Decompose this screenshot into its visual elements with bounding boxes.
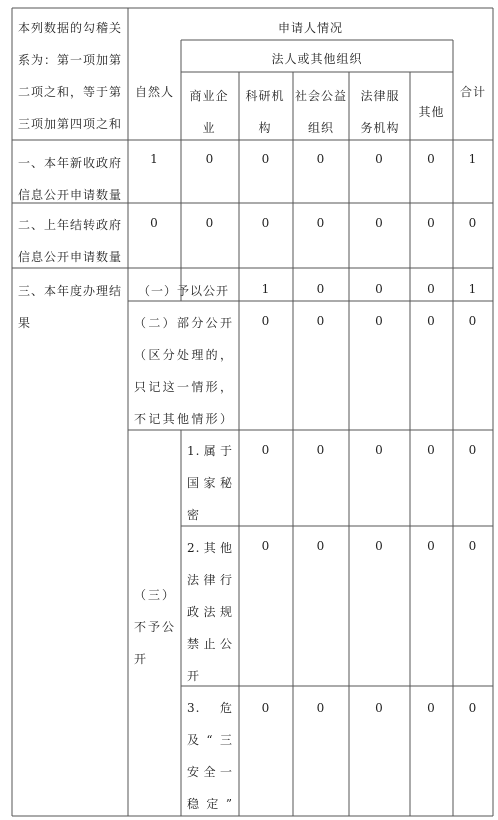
item-partial-disclose-label: （二）部分公开（区分处理的，只记这一情形，不记其他情形） — [134, 316, 233, 426]
r2-research: 0 — [261, 216, 271, 230]
sub-law-prohibited-label: 2.其他法律行政法规禁止公开 — [187, 541, 233, 683]
s2-total: 0 — [468, 539, 478, 553]
i1-business: 1 — [261, 282, 271, 296]
i1-welfare: 0 — [375, 282, 384, 296]
i2-total: 0 — [468, 314, 478, 328]
r1-legal: 0 — [375, 152, 384, 166]
i1-legal: 0 — [427, 282, 436, 296]
s3-legal: 0 — [427, 701, 436, 715]
header-natural-person: 自然人 — [134, 85, 174, 99]
s1-legal: 0 — [427, 443, 436, 457]
r1-research: 0 — [261, 152, 271, 166]
item-disclose-label: （一）予以公开 — [137, 284, 229, 298]
r1-other: 0 — [427, 152, 436, 166]
r1-business: 0 — [205, 152, 215, 166]
i2-research: 0 — [316, 314, 326, 328]
header-total: 合计 — [459, 85, 486, 99]
corner-note: 本列数据的勾稽关系为：第一项加第二项之和，等于第三项加第四项之和 — [18, 21, 123, 131]
row-new-applications-label: 一、本年新收政府信息公开申请数量 — [18, 156, 123, 202]
row-carried-over-label: 二、上年结转政府信息公开申请数量 — [18, 218, 123, 264]
r2-welfare: 0 — [316, 216, 326, 230]
i1-total: 1 — [468, 282, 478, 296]
sub-state-secret-label: 1.属于国家秘密 — [187, 444, 233, 522]
r2-total: 0 — [468, 216, 478, 230]
r2-legal: 0 — [375, 216, 384, 230]
s2-welfare: 0 — [375, 539, 384, 553]
i2-legal: 0 — [427, 314, 436, 328]
s1-research: 0 — [316, 443, 326, 457]
header-business: 商业企业 — [189, 89, 229, 135]
r1-welfare: 0 — [316, 152, 326, 166]
r2-natural: 0 — [150, 216, 159, 230]
s3-total: 0 — [468, 701, 478, 715]
section-results-label: 三、本年度办理结果 — [18, 284, 123, 330]
i2-welfare: 0 — [375, 314, 384, 328]
s3-business: 0 — [261, 701, 271, 715]
s2-business: 0 — [261, 539, 271, 553]
header-other: 其他 — [418, 105, 445, 119]
header-research: 科研机构 — [245, 89, 285, 135]
r1-natural: 1 — [150, 152, 159, 166]
header-legal-service: 法律服务机构 — [360, 89, 400, 135]
r2-business: 0 — [205, 216, 215, 230]
i2-business: 0 — [261, 314, 271, 328]
sub-three-security-label: 3.危及“三安全一稳定” — [187, 701, 233, 811]
group-not-disclose-label: （三）不予公开 — [134, 588, 175, 666]
header-legal-or-other: 法人或其他组织 — [271, 52, 363, 66]
header-applicant-status: 申请人情况 — [277, 21, 343, 35]
s1-total: 0 — [468, 443, 478, 457]
i1-research: 0 — [316, 282, 326, 296]
header-public-welfare: 社会公益组织 — [294, 89, 347, 135]
s3-research: 0 — [316, 701, 326, 715]
r2-other: 0 — [427, 216, 436, 230]
s3-welfare: 0 — [375, 701, 384, 715]
s2-research: 0 — [316, 539, 326, 553]
s2-legal: 0 — [427, 539, 436, 553]
r1-total: 1 — [468, 152, 478, 166]
s1-welfare: 0 — [375, 443, 384, 457]
s1-business: 0 — [261, 443, 271, 457]
